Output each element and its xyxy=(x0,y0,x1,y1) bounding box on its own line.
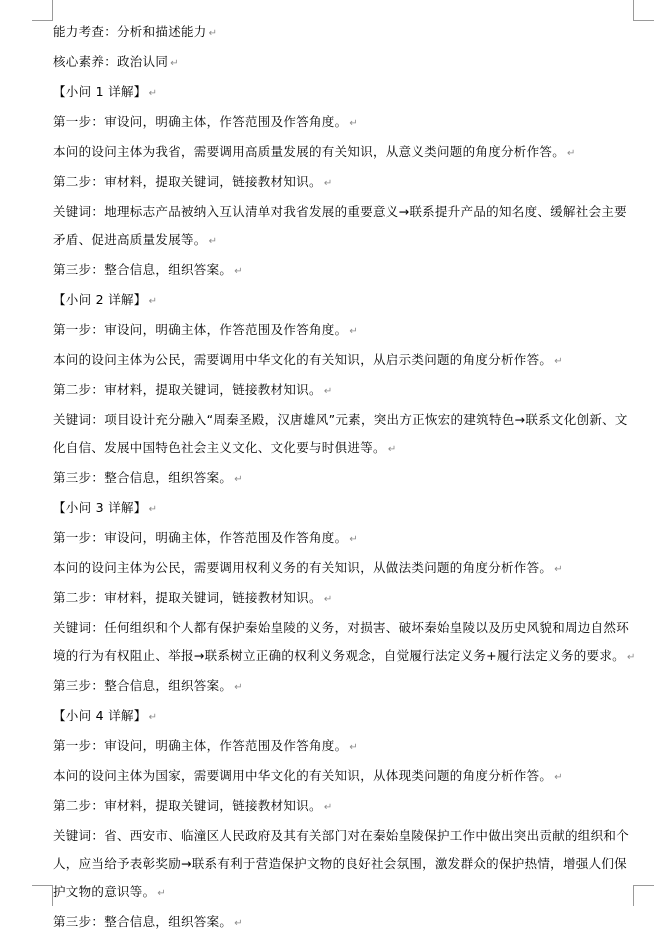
paragraph xyxy=(53,524,638,554)
paragraph-text: 本问的设问主体为国家，需要调用中华文化的有关知识，从体现类问题的角度分析作答。 xyxy=(53,768,553,783)
paragraph xyxy=(53,316,638,346)
paragraph-mark-icon: ↵ xyxy=(323,802,333,813)
paragraph-mark-icon: ↵ xyxy=(554,356,563,367)
paragraph-text: 第三步：整合信息，组织答案。 xyxy=(53,914,233,929)
paragraph-mark-icon: ↵ xyxy=(323,178,333,189)
paragraph-mark-icon: ↵ xyxy=(554,772,563,783)
paragraph-text: 【小问 1 详解】 xyxy=(53,84,147,99)
paragraph-text: 关键词：项目设计充分融入“周秦圣殿，汉唐雄风”元素，突出方正恢宏的建筑特色→联系文化创新、文化自信、发展中国特色社会主义文化、文化要与时俱进等。 xyxy=(53,412,628,455)
paragraph-mark-icon: ↵ xyxy=(208,28,218,39)
paragraph xyxy=(53,138,638,168)
paragraph-text: 本问的设问主体为我省，需要调用高质量发展的有关知识，从意义类问题的角度分析作答。 xyxy=(53,144,566,159)
paragraph xyxy=(53,672,638,702)
paragraph-text: 第一步：审设问，明确主体，作答范围及作答角度。 xyxy=(53,530,348,545)
section-heading-q2 xyxy=(53,286,638,316)
paragraph-text: 第一步：审设问，明确主体，作答范围及作答角度。 xyxy=(53,322,348,337)
paragraph xyxy=(53,198,638,256)
paragraph-mark-icon: ↵ xyxy=(349,326,359,337)
paragraph-text: 核心素养：政治认同 xyxy=(53,54,169,69)
paragraph xyxy=(53,822,638,908)
paragraph-text: 第二步：审材料，提取关键词，链接教材知识。 xyxy=(53,382,322,397)
paragraph-text: 第一步：审设问，明确主体，作答范围及作答角度。 xyxy=(53,114,348,129)
paragraph-mark-icon: ↵ xyxy=(626,652,636,663)
paragraph-mark-icon: ↵ xyxy=(349,118,359,129)
paragraph-mark-icon: ↵ xyxy=(148,712,158,723)
paragraph-ability xyxy=(53,18,638,48)
paragraph xyxy=(53,406,638,464)
paragraph-text: 本问的设问主体为公民，需要调用中华文化的有关知识，从启示类问题的角度分析作答。 xyxy=(53,352,553,367)
paragraph-mark-icon: ↵ xyxy=(148,296,158,307)
section-heading-q1 xyxy=(53,78,638,108)
paragraph xyxy=(53,614,638,672)
page-corner-mark xyxy=(32,885,53,906)
paragraph-mark-icon: ↵ xyxy=(234,682,243,693)
paragraph-text: 【小问 2 详解】 xyxy=(53,292,147,307)
paragraph-text: 第三步：整合信息，组织答案。 xyxy=(53,470,233,485)
paragraph-mark-icon: ↵ xyxy=(349,742,359,753)
paragraph xyxy=(53,464,638,494)
section-heading-q4 xyxy=(53,702,638,732)
page-corner-mark xyxy=(32,0,53,21)
paragraph-text: 本问的设问主体为公民，需要调用权利义务的有关知识，从做法类问题的角度分析作答。 xyxy=(53,560,553,575)
paragraph xyxy=(53,168,638,198)
paragraph-text: 第三步：整合信息，组织答案。 xyxy=(53,678,233,693)
paragraph-text: 【小问 3 详解】 xyxy=(53,500,147,515)
paragraph-mark-icon: ↵ xyxy=(323,594,333,605)
paragraph-text: 能力考查：分析和描述能力 xyxy=(53,24,207,39)
paragraph-mark-icon: ↵ xyxy=(157,888,167,899)
paragraph-text: 第二步：审材料，提取关键词，链接教材知识。 xyxy=(53,798,322,813)
paragraph-mark-icon: ↵ xyxy=(234,918,243,929)
paragraph-mark-icon: ↵ xyxy=(387,444,397,455)
paragraph-text: 第二步：审材料，提取关键词，链接教材知识。 xyxy=(53,174,322,189)
paragraph-text: 【小问 4 详解】 xyxy=(53,708,147,723)
paragraph xyxy=(53,108,638,138)
paragraph-mark-icon: ↵ xyxy=(349,534,359,545)
paragraph xyxy=(53,584,638,614)
paragraph xyxy=(53,908,638,938)
paragraph-mark-icon: ↵ xyxy=(323,386,333,397)
paragraph-mark-icon: ↵ xyxy=(208,236,218,247)
section-heading-q3 xyxy=(53,494,638,524)
paragraph-text: 第二步：审材料，提取关键词，链接教材知识。 xyxy=(53,590,322,605)
paragraph-text: 关键词：任何组织和个人都有保护秦始皇陵的义务，对损害、破坏秦始皇陵以及历史风貌和周边自然环境的行为有权阻止、举报→联系树立正确的权利义务观念，自觉履行法定义务+履行法定义务的要求。 xyxy=(53,620,630,663)
paragraph-literacy xyxy=(53,48,638,78)
paragraph-mark-icon: ↵ xyxy=(567,148,576,159)
paragraph-text: 第三步：整合信息，组织答案。 xyxy=(53,262,233,277)
paragraph-mark-icon: ↵ xyxy=(234,474,243,485)
paragraph xyxy=(53,732,638,762)
paragraph-mark-icon: ↵ xyxy=(170,58,179,69)
paragraph xyxy=(53,554,638,584)
paragraph xyxy=(53,376,638,406)
paragraph-text: 关键词：省、西安市、临潼区人民政府及其有关部门对在秦始皇陵保护工作中做出突出贡献的组织和个人，应当给予表彰奖励→联系有利于营造保护文物的良好社会氛围，激发群众的保护热情，增强人们保护文物的意识等。 xyxy=(53,828,630,899)
paragraph-mark-icon: ↵ xyxy=(554,564,563,575)
document-body[interactable] xyxy=(53,18,638,938)
paragraph-mark-icon: ↵ xyxy=(148,504,158,515)
paragraph-text: 关键词：地理标志产品被纳入互认清单对我省发展的重要意义→联系提升产品的知名度、缓解社会主要矛盾、促进高质量发展等。 xyxy=(53,204,627,247)
paragraph-text: 第一步：审设问，明确主体，作答范围及作答角度。 xyxy=(53,738,348,753)
paragraph-mark-icon: ↵ xyxy=(148,88,158,99)
paragraph-mark-icon: ↵ xyxy=(234,266,243,277)
paragraph xyxy=(53,256,638,286)
paragraph xyxy=(53,792,638,822)
paragraph xyxy=(53,762,638,792)
paragraph xyxy=(53,346,638,376)
